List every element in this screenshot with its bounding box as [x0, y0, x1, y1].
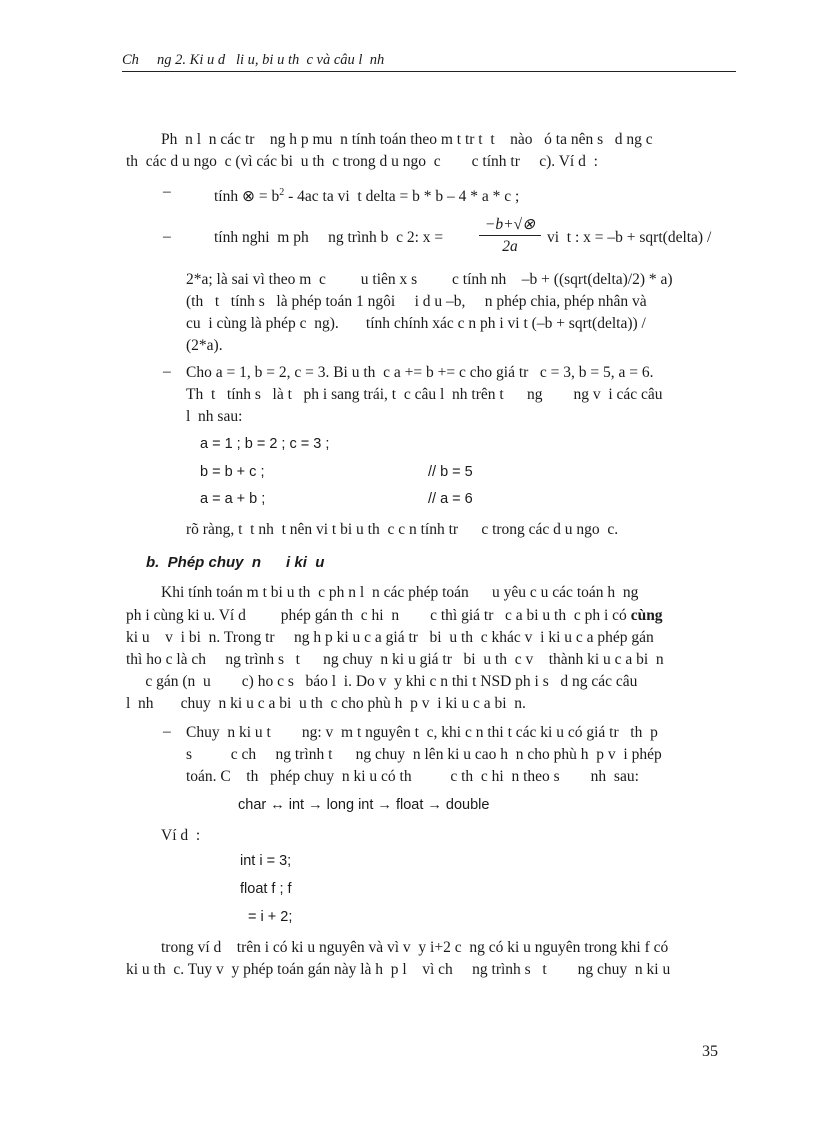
bullet-dash: –: [163, 228, 171, 245]
bullet-4-line-1: Chuy n ki u t ng: v m t nguyên t c, khi c n thi t các ki u có giá tr th p: [186, 724, 658, 741]
bullet-2-line-5: (2*a).: [186, 337, 223, 354]
paragraph-1-line-2: th các d u ngo c (vì các bi u th c trong d u ngo c c tính tr c). Ví d :: [126, 153, 598, 170]
code-comment-3: // a = 6: [428, 491, 473, 507]
fraction-denominator: 2a: [502, 238, 518, 255]
bullet-1-sup: 2: [279, 187, 285, 198]
paragraph-3-line-1: trong ví d trên i có ki u nguyên và vì v y i+2 c ng có ki u nguyên trong khi f có: [161, 939, 669, 956]
code2-line-2: float f ; f: [240, 881, 292, 897]
section-heading-b: b. Phép chuy n i ki u: [146, 554, 325, 571]
code-line-3: a = a + b ;: [200, 491, 266, 507]
bullet-3-line-3: l nh sau:: [186, 408, 243, 425]
code2-line-3: = i + 2;: [240, 909, 293, 925]
bullet-4-line-2: s c ch ng trình t ng chuy n lên ki u cao h n cho phù h p v i phép: [186, 746, 662, 763]
bullet-dash: –: [163, 723, 171, 740]
example-label: Ví d :: [161, 827, 201, 844]
paragraph-2-line-6: l nh chuy n ki u c a bi u th c cho phù h p v i ki u c a bi n.: [126, 695, 526, 712]
paragraph-2-line-2-text: ph i cùng ki u. Ví d phép gán th c hi n c thì giá tr c a bi u th c ph i có: [126, 607, 627, 624]
paragraph-3-line-2: ki u th c. Tuy v y phép toán gán này là h p l vì ch ng trình s t ng chuy n ki u: [126, 961, 671, 978]
bullet-1-text: [214, 183, 519, 206]
code2-line-1: int i = 3;: [240, 853, 292, 869]
code-comment-2: // b = 5: [428, 464, 473, 480]
bullet-2-line-4: cu i cùng là phép c ng). tính chính xác c n ph i vi t (–b + sqrt(delta)) /: [186, 315, 646, 332]
paragraph-2-line-4: thì ho c là ch ng trình s t ng chuy n ki u giá tr bi u th c v thành ki u c a bi n: [126, 651, 664, 668]
bullet-2-line-1-right: vi t : x = –b + sqrt(delta) /: [547, 229, 712, 246]
page-number: 35: [702, 1043, 718, 1060]
bullet-4-line-3: toán. C th phép chuy n ki u có th c th c hi n theo s nh sau:: [186, 768, 639, 785]
fraction-numerator: −b+√⊗: [484, 216, 536, 233]
bullet-1-pre: tính ⊗ = b: [214, 188, 280, 206]
paragraph-2-line-2: [126, 606, 663, 625]
bullet-2-line-3: (th t tính s là phép toán 1 ngôi i d u –b, n phép chia, phép nhân và: [186, 293, 647, 310]
paragraph-1-line-1: Ph n l n các tr ng h p mu n tính toán theo m t tr t t nào ó ta nên s d ng c: [161, 131, 653, 148]
chapter-header: Ch ng 2. Ki u d li u, bi u th c và câu l nh: [122, 52, 385, 68]
bullet-3-line-1: Cho a = 1, b = 2, c = 3. Bi u th c a += b += c cho giá tr c = 3, b = 5, a = 6.: [186, 364, 654, 381]
bold-term: cùng: [630, 607, 663, 624]
paragraph-2-line-1: Khi tính toán m t bi u th c ph n l n các phép toán u yêu c u các toán h ng: [161, 584, 639, 601]
paragraph-2-line-5: c gán (n u c) ho c s báo l i. Do v y khi c n thi t NSD ph i s d ng các câu: [126, 673, 638, 690]
bullet-3-line-2: Th t tính s là t ph i sang trái, t c câu l nh trên t ng ng v i các câu: [186, 386, 663, 403]
code-line-2: b = b + c ;: [200, 464, 265, 480]
code-line-1: a = 1 ; b = 2 ; c = 3 ;: [200, 436, 330, 452]
bullet-1-post: - 4ac ta vi t delta = b * b – 4 * a * c ;: [284, 188, 520, 206]
bullet-dash: –: [163, 183, 171, 200]
header-rule: [122, 71, 736, 72]
type-conversion-chain: char ↔ int → long int → float → double: [238, 797, 490, 813]
quadratic-fraction: [479, 214, 541, 258]
bullet-2-line-1: tính nghi m ph ng trình b c 2: x =: [214, 229, 444, 246]
bullet-2-line-2: 2*a; là sai vì theo m c u tiên x s c tính nh –b + ((sqrt(delta)/2) * a): [186, 271, 673, 288]
paragraph-2-line-3: ki u v i bi n. Trong tr ng h p ki u c a giá tr bi u th c khác v i ki u c a phép gán: [126, 629, 654, 646]
bullet-3-after: rõ ràng, t t nh t nên vi t bi u th c c n tính tr c trong các d u ngo c.: [186, 521, 619, 538]
bullet-dash: –: [163, 363, 171, 380]
